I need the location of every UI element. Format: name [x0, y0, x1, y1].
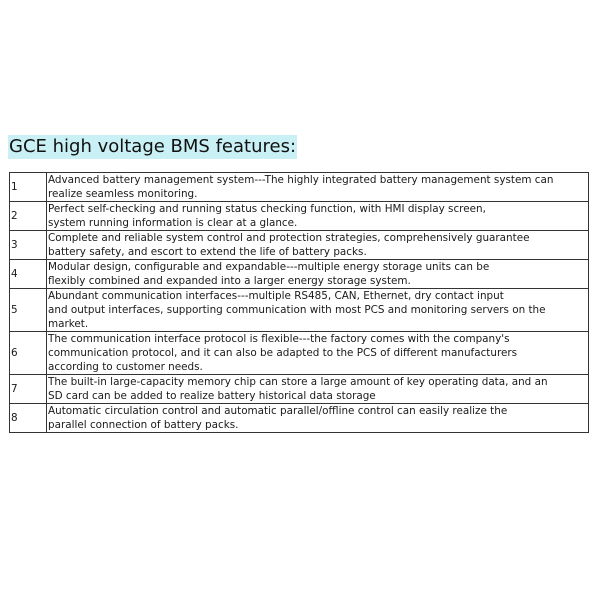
- feature-number: 7: [10, 375, 47, 404]
- feature-description-line: battery safety, and escort to extend the life of battery packs.: [48, 246, 367, 258]
- feature-description-line: according to customer needs.: [48, 361, 203, 373]
- feature-description-line: SD card can be added to realize battery historical data storage: [48, 390, 376, 402]
- feature-description: [47, 231, 589, 260]
- page-heading: GCE high voltage BMS features:: [9, 136, 297, 157]
- feature-description-line: Perfect self-checking and running status checking function, with HMI display screen,: [48, 203, 486, 215]
- feature-description: [47, 202, 589, 231]
- feature-row: [10, 404, 589, 433]
- feature-description-line: system running information is clear at a glance.: [48, 217, 298, 229]
- feature-description-line: The built-in large-capacity memory chip can store a large amount of key operating data, and an: [48, 376, 548, 388]
- feature-row: [10, 202, 589, 231]
- feature-description-line: Abundant communication interfaces---multiple RS485, CAN, Ethernet, dry contact input: [48, 290, 504, 302]
- feature-number: 5: [10, 289, 47, 332]
- feature-description: [47, 289, 589, 332]
- feature-description-line: and output interfaces, supporting communication with most PCS and monitoring servers on the: [48, 304, 546, 316]
- feature-description-line: parallel connection of battery packs.: [48, 419, 239, 431]
- feature-description-line: Advanced battery management system---The highly integrated battery management system can: [48, 174, 554, 186]
- feature-description: [47, 332, 589, 375]
- feature-row: [10, 375, 589, 404]
- feature-description-line: Complete and reliable system control and protection strategies, comprehensively guarantee: [48, 232, 530, 244]
- feature-number: 1: [10, 173, 47, 202]
- feature-number: 6: [10, 332, 47, 375]
- feature-description-line: realize seamless monitoring.: [48, 188, 198, 200]
- feature-description-line: market.: [48, 318, 89, 330]
- feature-description-line: flexibly combined and expanded into a larger energy storage system.: [48, 275, 411, 287]
- feature-description-line: Automatic circulation control and automatic parallel/offline control can easily realize the: [48, 405, 508, 417]
- feature-number: 2: [10, 202, 47, 231]
- feature-description: [47, 404, 589, 433]
- features-table-body: [10, 173, 589, 433]
- feature-row: [10, 173, 589, 202]
- feature-description: [47, 375, 589, 404]
- feature-description: [47, 173, 589, 202]
- feature-number: 8: [10, 404, 47, 433]
- features-table: [9, 172, 589, 433]
- feature-row: [10, 332, 589, 375]
- feature-row: [10, 231, 589, 260]
- feature-description: [47, 260, 589, 289]
- feature-description-line: The communication interface protocol is flexible---the factory comes with the company's: [48, 333, 510, 345]
- feature-row: [10, 289, 589, 332]
- feature-number: 3: [10, 231, 47, 260]
- feature-row: [10, 260, 589, 289]
- feature-description-line: Modular design, configurable and expandable---multiple energy storage units can be: [48, 261, 490, 273]
- feature-description-line: communication protocol, and it can also be adapted to the PCS of different manufacturers: [48, 347, 518, 359]
- feature-number: 4: [10, 260, 47, 289]
